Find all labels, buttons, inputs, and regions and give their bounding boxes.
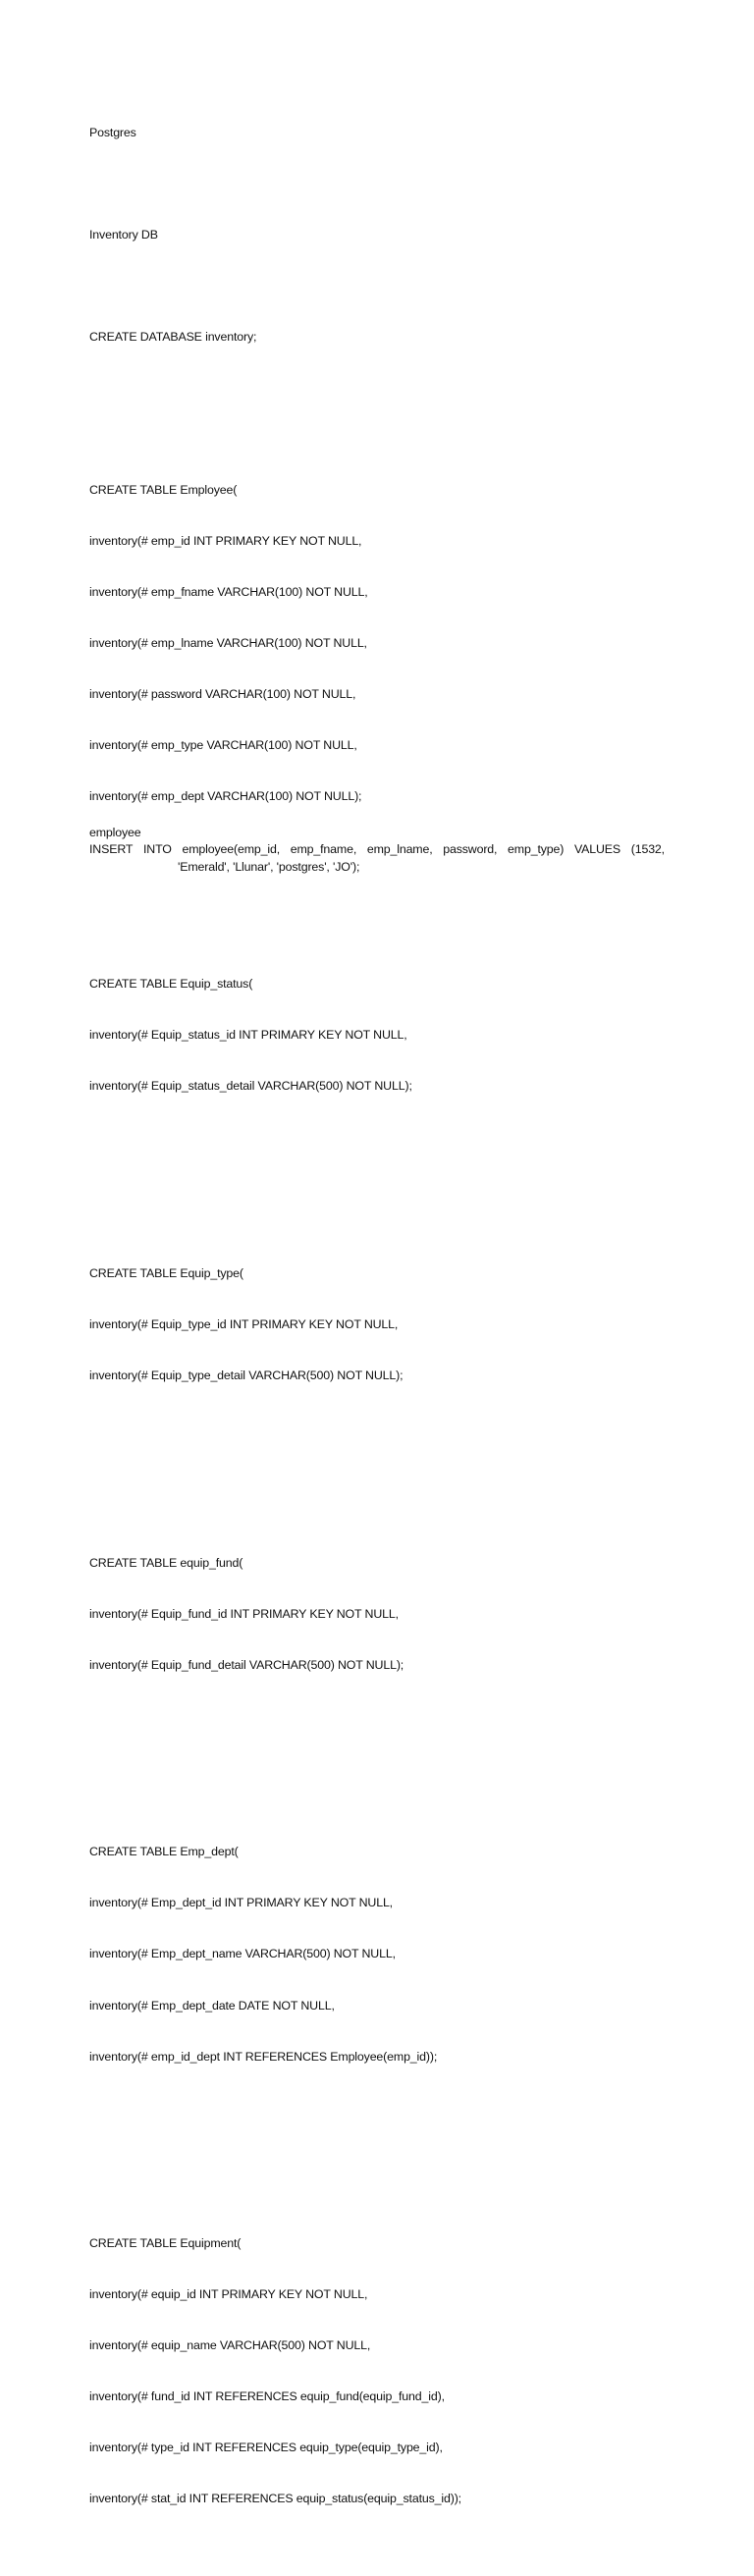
- table-header: CREATE TABLE Employee(: [89, 482, 238, 497]
- insert-section: [89, 825, 669, 876]
- table-equip-status: [89, 941, 678, 1129]
- table-header: CREATE TABLE Equip_status(: [89, 976, 253, 991]
- blank-line: [89, 380, 678, 397]
- table-header: CREATE TABLE Emp_dept(: [89, 1845, 239, 1859]
- column-line: inventory(# emp_dept VARCHAR(100) NOT NULL);: [89, 789, 362, 804]
- column-line: inventory(# emp_fname VARCHAR(100) NOT NULL,: [89, 584, 368, 599]
- create-database-statement: CREATE DATABASE inventory;: [89, 329, 257, 344]
- blank-line: [89, 874, 678, 890]
- column-line: inventory(# equip_name VARCHAR(500) NOT NULL,: [89, 2338, 371, 2353]
- column-line: inventory(# fund_id INT REFERENCES equip_fund(equip_fund_id),: [89, 2389, 445, 2404]
- column-line: inventory(# emp_id_dept INT REFERENCES Employee(emp_id));: [89, 2049, 438, 2064]
- insert-word: (1532,: [630, 842, 665, 857]
- table-emp-dept: [89, 1810, 678, 2100]
- blank-line: [89, 1742, 678, 1758]
- insert-statement-line: [89, 841, 665, 858]
- document-title: Postgres: [89, 125, 136, 139]
- document-subtitle: Inventory DB: [89, 227, 158, 242]
- insert-word: password,: [443, 842, 498, 857]
- insert-word: emp_type): [508, 842, 565, 857]
- column-line: inventory(# stat_id INT REFERENCES equip_status(equip_status_id));: [89, 2492, 461, 2506]
- insert-heading: employee: [89, 826, 141, 839]
- table-employee: [89, 448, 678, 839]
- insert-word: emp_lname,: [366, 842, 433, 857]
- column-line: inventory(# emp_lname VARCHAR(100) NOT NULL,: [89, 636, 367, 650]
- column-line: inventory(# emp_id INT PRIMARY KEY NOT NULL,: [89, 533, 362, 548]
- table-equip-type: [89, 1231, 678, 1419]
- column-line: inventory(# Equip_status_id INT PRIMARY KEY NOT NULL,: [89, 1027, 407, 1042]
- insert-word: employee(emp_id,: [182, 842, 281, 857]
- table-header: CREATE TABLE Equipment(: [89, 2236, 242, 2251]
- blank-line: [89, 278, 678, 295]
- blank-line: [89, 1453, 678, 1470]
- blank-line: [89, 2133, 678, 2150]
- column-line: inventory(# Emp_dept_name VARCHAR(500) NOT NULL,: [89, 1947, 396, 1961]
- blank-line: [89, 176, 678, 192]
- column-line: inventory(# Equip_type_detail VARCHAR(500) NOT NULL);: [89, 1368, 404, 1382]
- table-equipment: [89, 2202, 678, 2543]
- column-line: inventory(# Emp_dept_date DATE NOT NULL,: [89, 1998, 335, 2012]
- table-equip-fund: [89, 1521, 678, 1708]
- table-header: CREATE TABLE Equip_type(: [89, 1265, 243, 1280]
- column-line: inventory(# Emp_dept_id INT PRIMARY KEY NOT NULL,: [89, 1896, 393, 1910]
- insert-word: emp_fname,: [290, 842, 357, 857]
- blank-line: [89, 1163, 678, 1180]
- sql-notes: [89, 90, 678, 2576]
- column-line: inventory(# Equip_type_id INT PRIMARY KEY NOT NULL,: [89, 1316, 399, 1331]
- column-line: inventory(# password VARCHAR(100) NOT NULL,: [89, 687, 356, 702]
- insert-word: INTO: [143, 842, 172, 857]
- column-line: inventory(# type_id INT REFERENCES equip_type(equip_type_id),: [89, 2441, 443, 2455]
- table-header: CREATE TABLE equip_fund(: [89, 1555, 243, 1570]
- column-line: inventory(# emp_type VARCHAR(100) NOT NULL,: [89, 738, 357, 753]
- insert-word: INSERT: [89, 842, 134, 857]
- insert-word: VALUES: [573, 842, 621, 857]
- column-line: inventory(# Equip_fund_detail VARCHAR(500) NOT NULL);: [89, 1657, 404, 1672]
- column-line: inventory(# Equip_fund_id INT PRIMARY KEY NOT NULL,: [89, 1606, 399, 1621]
- insert-values-line: 'Emerald', 'Llunar', 'postgres', 'JO');: [178, 859, 360, 874]
- column-line: inventory(# equip_id INT PRIMARY KEY NOT NULL,: [89, 2287, 368, 2302]
- column-line: inventory(# Equip_status_detail VARCHAR(500) NOT NULL);: [89, 1078, 412, 1093]
